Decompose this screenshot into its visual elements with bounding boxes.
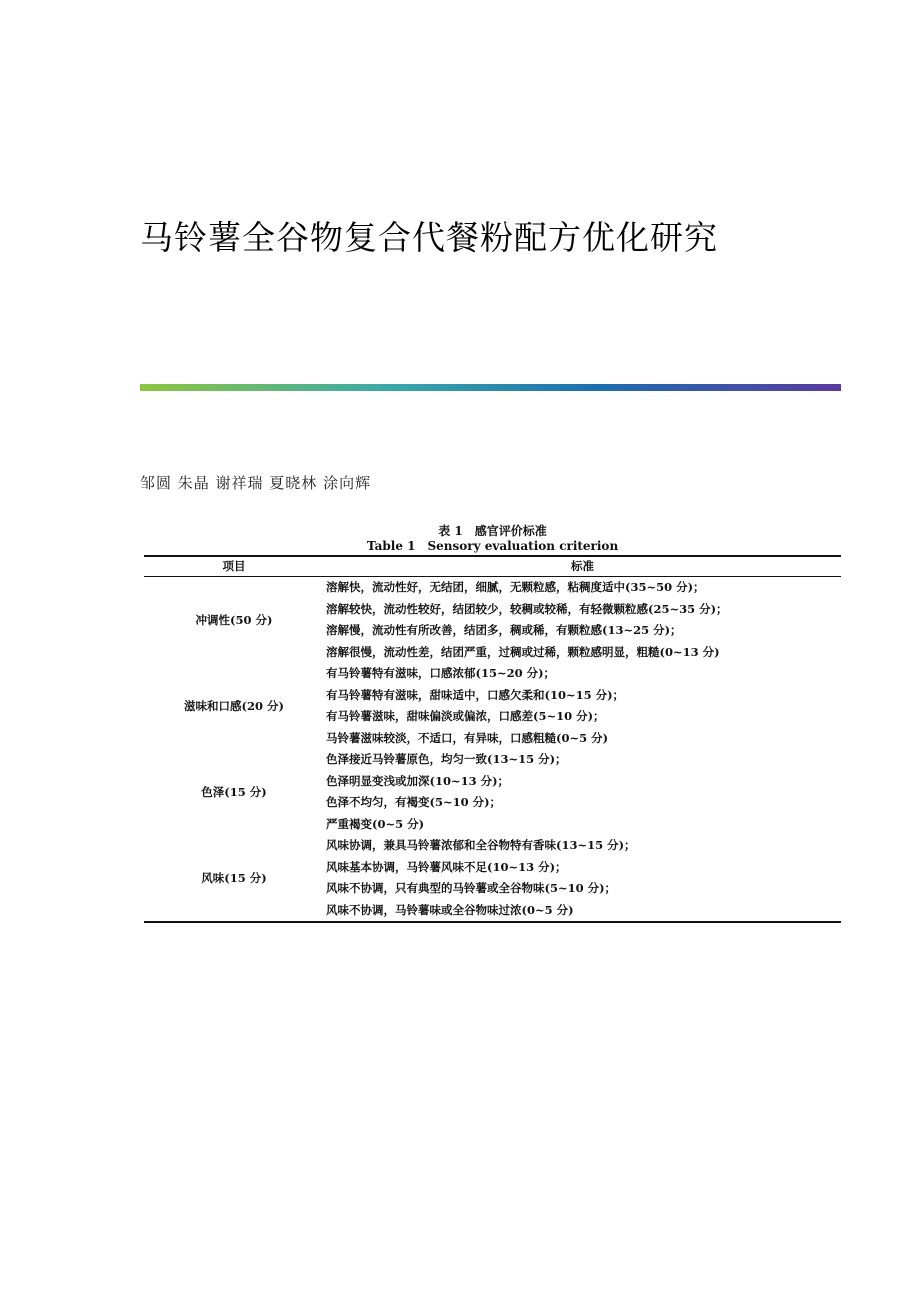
criterion-row: 溶解较快，流动性较好，结团较少，较稠或较稀，有轻微颗粒感(25~35 分)； xyxy=(326,601,728,616)
table-group xyxy=(144,749,841,835)
criterion-row: 风味协调，兼具马铃薯浓郁和全谷物特有香味(13~15 分)； xyxy=(326,838,636,852)
table-caption-en: Table 1 Sensory evaluation criterion xyxy=(366,539,619,553)
criterion-row: 色泽不均匀，有褐变(5~10 分)； xyxy=(326,795,502,809)
group-item: 风味(15 分) xyxy=(201,871,267,885)
criterion-row: 有马铃薯特有滋味，甜味适中，口感欠柔和(10~15 分)； xyxy=(326,687,625,702)
table-header-row xyxy=(144,557,841,577)
table-bottom-rule xyxy=(144,921,841,923)
criterion-row: 风味基本协调，马铃薯风味不足(10~13 分)； xyxy=(326,859,567,874)
criterion-row: 风味不协调，马铃薯味或全谷物味过浓(0~5 分) xyxy=(326,902,574,917)
criterion-row: 有马铃薯滋味，甜味偏淡或偏浓，口感差(5~10 分)； xyxy=(326,709,605,723)
table-group xyxy=(144,577,841,663)
group-item: 滋味和口感(20 分) xyxy=(184,699,284,713)
criterion-row: 色泽接近马铃薯原色，均匀一致(13~15 分)； xyxy=(326,752,567,766)
criterion-row: 溶解很慢，流动性差，结团严重，过稠或过稀，颗粒感明显，粗糙(0~13 分) xyxy=(326,644,720,659)
criterion-row: 溶解慢，流动性有所改善，结团多，稠或稀，有颗粒感(13~25 分)； xyxy=(326,623,682,637)
sensory-evaluation-table xyxy=(144,523,841,923)
criterion-row: 溶解快，流动性好，无结团，细腻，无颗粒感，粘稠度适中(35~50 分)； xyxy=(326,580,705,594)
criterion-row: 色泽明显变浅或加深(10~13 分)； xyxy=(326,773,510,788)
header-item: 项目 xyxy=(222,559,246,573)
criterion-row: 有马铃薯特有滋味，口感浓郁(15~20 分)； xyxy=(326,666,556,680)
table-group xyxy=(144,663,841,749)
criterion-row: 风味不协调，只有典型的马铃薯或全谷物味(5~10 分)； xyxy=(326,881,617,895)
paper-title: 马铃薯全谷物复合代餐粉配方优化研究 xyxy=(140,218,718,257)
header-criterion: 标准 xyxy=(571,559,594,573)
criterion-row: 严重褐变(0~5 分) xyxy=(326,816,425,831)
group-item: 冲调性(50 分) xyxy=(195,613,273,627)
table-group xyxy=(144,835,841,921)
table-caption-cn: 表 1 感官评价标准 xyxy=(438,524,547,538)
author-list: 邹圆 朱晶 谢祥瑞 夏晓林 涂向辉 xyxy=(140,474,372,492)
group-item: 色泽(15 分) xyxy=(201,785,267,799)
criterion-row: 马铃薯滋味较淡，不适口，有异味，口感粗糙(0~5 分) xyxy=(326,730,609,745)
title-divider xyxy=(140,384,841,391)
